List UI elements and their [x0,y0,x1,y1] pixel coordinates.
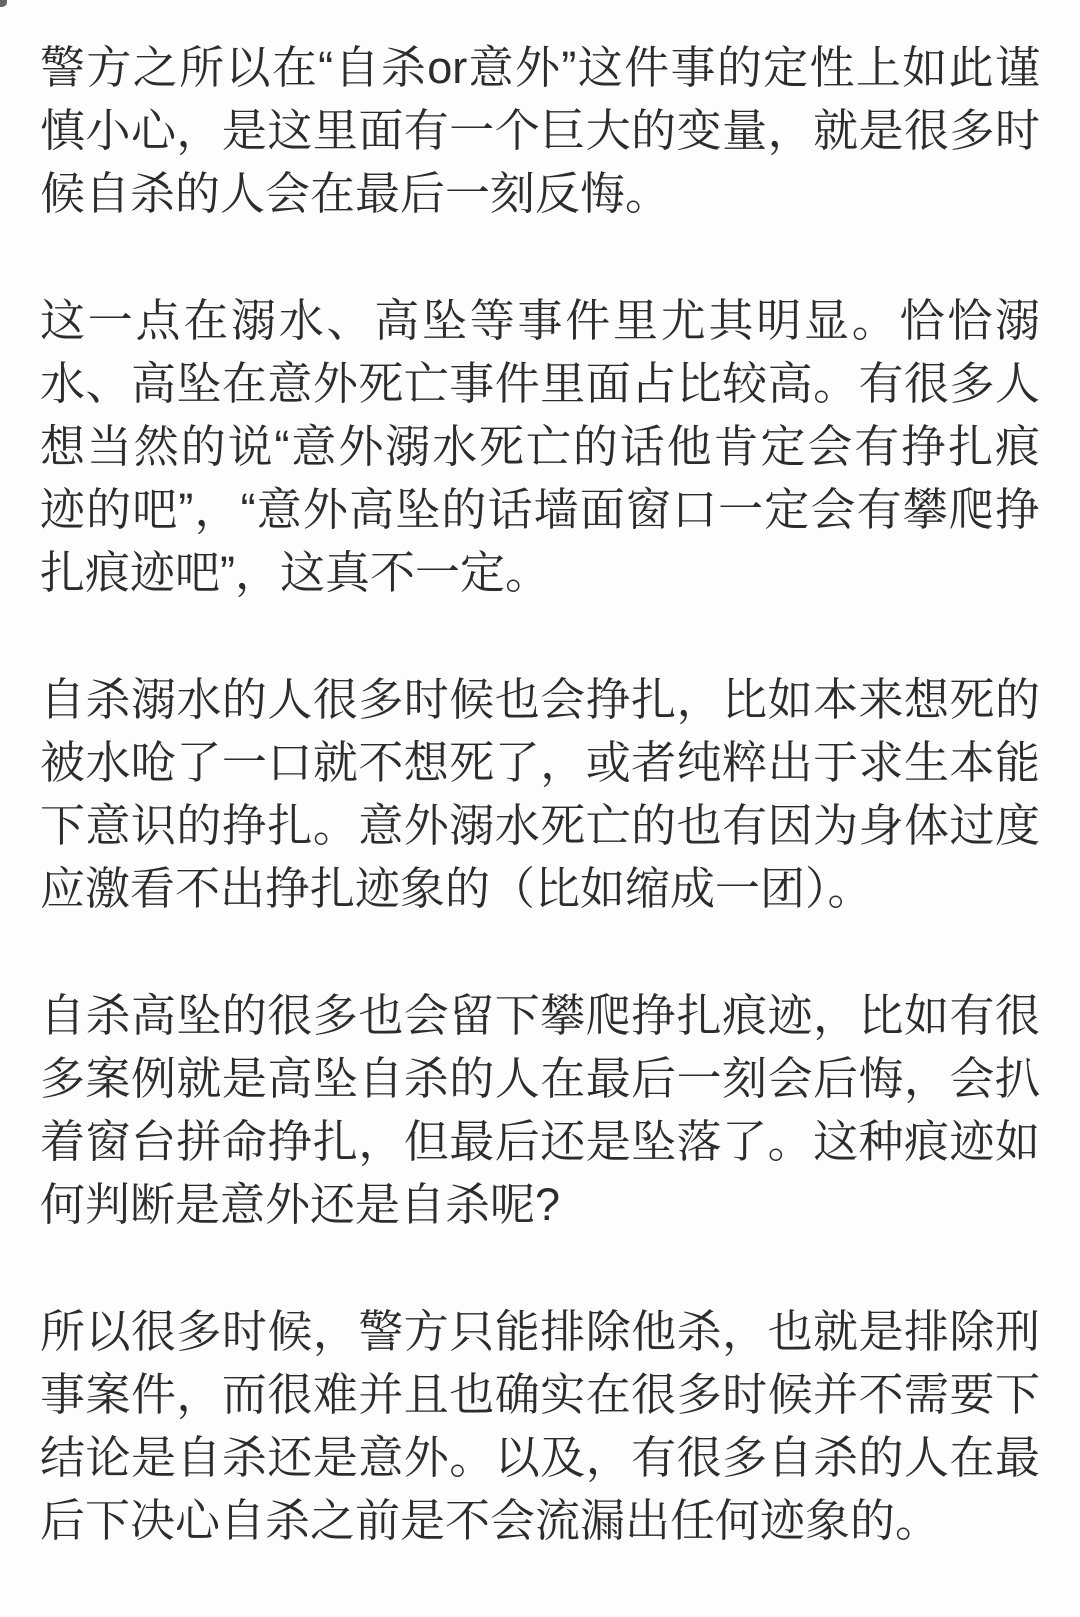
corner-artifact [0,0,7,7]
paragraph-5: 所以很多时候，警方只能排除他杀，也就是排除刑事案件，而很难并且也确实在很多时候并不需要下结论是自杀还是意外。以及，有很多自杀的人在最后下决心自杀之前是不会流漏出任何迹象的。 [40,1306,1040,1546]
paragraph-3: 自杀溺水的人很多时候也会挣扎，比如本来想死的被水呛了一口就不想死了，或者纯粹出于求生本能下意识的挣扎。意外溺水死亡的也有因为身体过度应激看不出挣扎迹象的（比如缩成一团）。 [40,674,1040,914]
paragraph-1: 警方之所以在“自杀or意外”这件事的定性上如此谨慎小心，是这里面有一个巨大的变量，就是很多时候自杀的人会在最后一刻反悔。 [40,42,1040,219]
paragraph-4: 自杀高坠的很多也会留下攀爬挣扎痕迹，比如有很多案例就是高坠自杀的人在最后一刻会后悔，会扒着窗台拼命挣扎，但最后还是坠落了。这种痕迹如何判断是意外还是自杀呢? [40,990,1040,1230]
paragraph-2: 这一点在溺水、高坠等事件里尤其明显。恰恰溺水、高坠在意外死亡事件里面占比较高。有很多人想当然的说“意外溺水死亡的话他肯定会有挣扎痕迹的吧”，“意外高坠的话墙面窗口一定会有攀爬挣扎痕迹吧”，这真不一定。 [40,295,1040,598]
